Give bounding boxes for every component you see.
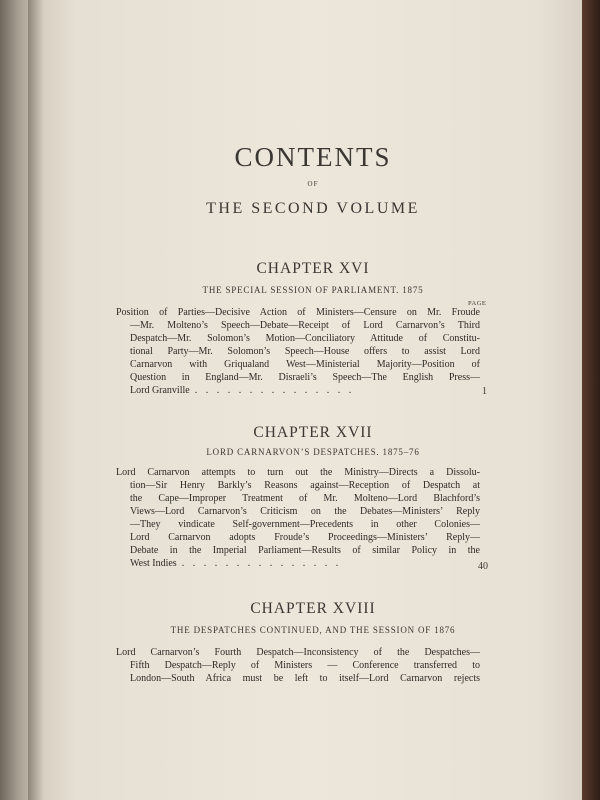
- chapter-summary-xvii: [116, 466, 480, 570]
- chapter-heading-xvii: CHAPTER XVII: [253, 424, 373, 441]
- summary-line: Lord Carnarvon attempts to turn out the Ministry—Directs a Dissolu-: [116, 467, 480, 478]
- dot-leader: . . . . . . . . . . . . . . .: [181, 558, 342, 569]
- page-edge: [28, 0, 44, 800]
- summary-line-final: [116, 557, 480, 570]
- chapter-subtitle-xvi: THE SPECIAL SESSION OF PARLIAMENT. 1875: [202, 285, 424, 295]
- summary-line-text: Lord Granville: [130, 385, 190, 396]
- summary-line: tional Party—Mr. Solomon’s Speech—House offers to assist Lord: [130, 346, 480, 357]
- summary-line: Carnarvon with Griqualand West—Ministerial Majority—Position of: [130, 359, 480, 370]
- page-number-xvii: 40: [478, 561, 488, 572]
- summary-line: tion—Sir Henry Barkly’s Reasons against—Reception of Despatch at: [130, 480, 480, 491]
- summary-line: Despatch—Mr. Solomon’s Motion—Conciliatory Attitude of Constitu-: [130, 333, 480, 344]
- chapter-heading-xviii: CHAPTER XVIII: [250, 600, 376, 617]
- summary-line: Fifth Despatch—Reply of Ministers — Conference transferred to: [130, 660, 480, 671]
- chapter-subtitle-xvii: LORD CARNARVON’S DESPATCHES. 1875–76: [206, 447, 420, 457]
- chapter-subtitle-xviii: THE DESPATCHES CONTINUED, AND THE SESSION OF 1876: [170, 625, 456, 635]
- page-column-header: PAGE: [468, 300, 487, 307]
- summary-line: Lord Carnarvon’s Fourth Despatch—Inconsistency of the Despatches—: [116, 647, 480, 658]
- dot-leader: . . . . . . . . . . . . . . .: [194, 385, 355, 396]
- summary-line: the Cape—Improper Treatment of Mr. Molteno—Lord Blachford’s: [130, 493, 480, 504]
- book-cover-edge: [582, 0, 600, 800]
- summary-line: Position of Parties—Decisive Action of Ministers—Censure on Mr. Froude: [116, 307, 480, 318]
- contents-title: CONTENTS: [234, 142, 392, 172]
- page-number-xvi: 1: [482, 386, 487, 397]
- chapter-summary-xviii: [116, 646, 480, 685]
- summary-line: London—South Africa must be left to itself—Lord Carnarvon rejects: [130, 673, 480, 684]
- summary-line: Views—Lord Carnarvon’s Criticism on the Debates—Ministers’ Reply: [130, 506, 480, 517]
- volume-title: THE SECOND VOLUME: [206, 200, 420, 217]
- chapter-heading-xvi: CHAPTER XVI: [256, 260, 370, 277]
- book-page: [44, 0, 582, 800]
- summary-line: —Mr. Molteno’s Speech—Debate—Receipt of Lord Carnarvon’s Third: [130, 320, 480, 331]
- summary-line: Debate in the Imperial Parliament—Results of similar Policy in the: [130, 545, 480, 556]
- summary-line: Lord Carnarvon adopts Froude’s Proceedings—Ministers’ Reply—: [130, 532, 480, 543]
- summary-line: Question in England—Mr. Disraeli’s Speech—The English Press—: [130, 372, 480, 383]
- summary-line: —They vindicate Self-government—Precedents in other Colonies—: [130, 519, 480, 530]
- summary-line-final: [116, 384, 480, 397]
- of-label: OF: [307, 180, 319, 188]
- summary-line-text: West Indies: [130, 558, 177, 569]
- chapter-summary-xvi: [116, 306, 480, 397]
